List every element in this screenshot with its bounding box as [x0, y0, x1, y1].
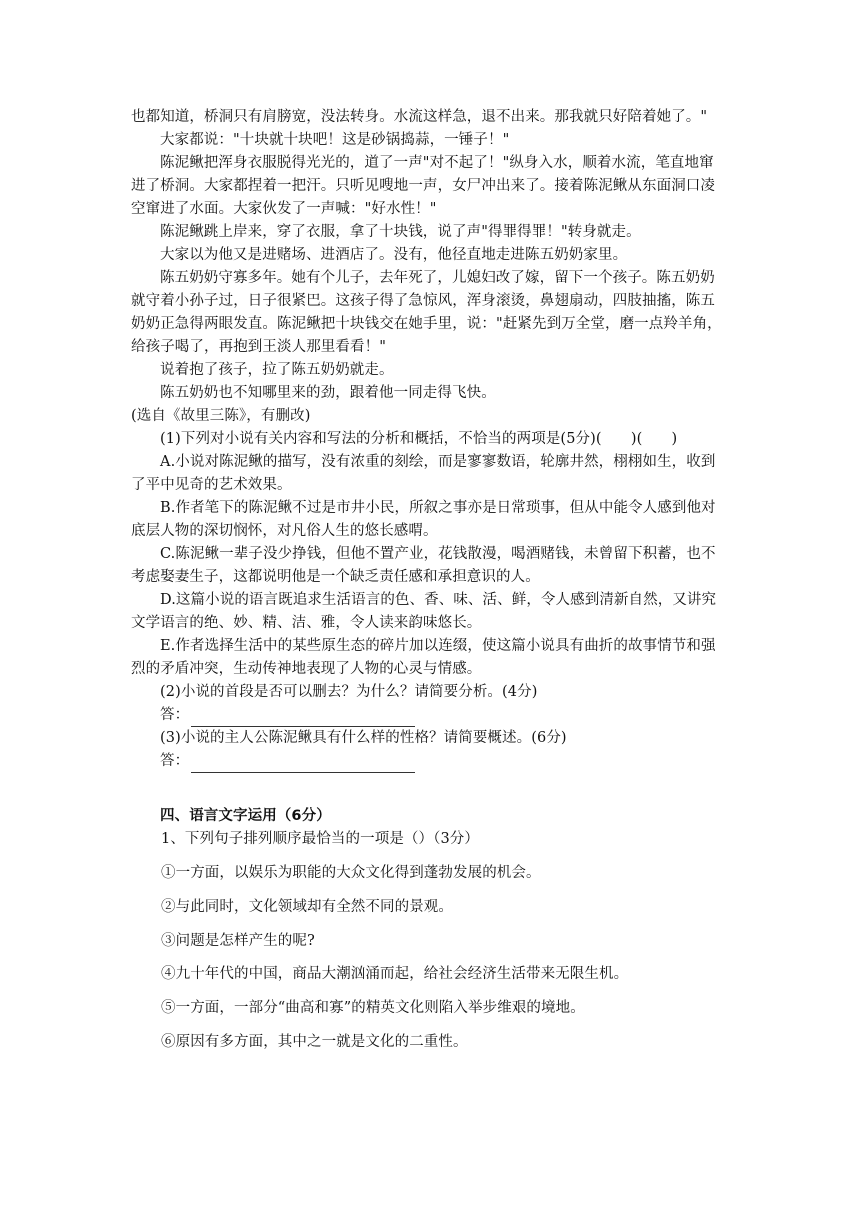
option-e: E.作者选择生活中的某些原生态的碎片加以连缀，使这篇小说具有曲折的故事情节和强: [160, 638, 716, 654]
story-line: 空窜进了水面。大家伙发了一声喊："好水性！": [131, 201, 437, 217]
section-title: 四、语言文字运用（6分）: [160, 808, 331, 824]
story-line: 大家以为他又是进赌场、进酒店了。没有，他径直地走进陈五奶奶家里。: [160, 247, 628, 263]
story-line: 也都知道，桥洞只有肩膀宽，没法转身。水流这样急，退不出来。那我就只好陪着她了。": [131, 109, 708, 125]
story-line: 奶奶正急得两眼发直。陈泥鳅把十块钱交在她手里，说："赶紧先到万全堂，磨一点羚羊角，: [131, 316, 722, 332]
sentence-4: ④九十年代的中国，商品大潮汹涌而起，给社会经济生活带来无限生机。: [161, 966, 629, 982]
story-line: 陈泥鳅把浑身衣服脱得光光的，道了一声"对不起了！"纵身入水，顺着水流，笔直地窜: [160, 155, 714, 171]
answer-line-2[interactable]: [160, 704, 760, 727]
answer-blank[interactable]: [191, 712, 415, 727]
option-a-cont: 了平中见奇的艺术效果。: [131, 477, 292, 493]
story-line: 就守着小孙子过，日子很紧巴。这孩子得了急惊风，浑身滚烫，鼻翅扇动，四肢抽搐，陈五: [131, 293, 715, 309]
answer-blank[interactable]: [191, 758, 415, 773]
option-b: B.作者笔下的陈泥鳅不过是市井小民，所叙之事亦是日常琐事，但从中能令人感到他对: [160, 500, 716, 516]
option-a: A.小说对陈泥鳅的描写，没有浓重的刻绘，而是寥寥数语，轮廓井然，栩栩如生，收到: [160, 454, 716, 470]
story-line: 进了桥洞。大家都捏着一把汗。只听见嗖地一声，女尸冲出来了。接着陈泥鳅从东面洞口凌: [131, 178, 715, 194]
option-c: C.陈泥鳅一辈子没少挣钱，但他不置产业，花钱散漫，喝酒赌钱，未曾留下积蓄，也不: [160, 546, 716, 562]
story-line: 给孩子喝了，再抱到王淡人那里看看！": [131, 339, 386, 355]
answer-label: 答：: [160, 753, 190, 769]
story-line: 陈五奶奶守寡多年。她有个儿子，去年死了，儿媳妇改了嫁，留下一个孩子。陈五奶奶: [160, 270, 715, 286]
option-e-cont: 烈的矛盾冲突，生动传神地表现了人物的心灵与情感。: [131, 661, 482, 677]
sentence-5: ⑤一方面，一部分“曲高和寡”的精英文化则陷入举步维艰的境地。: [161, 1000, 585, 1016]
story-line: 大家都说："十块就十块吧！这是砂锅捣蒜，一锤子！": [160, 132, 510, 148]
question-1-stem: (1)下列对小说有关内容和写法的分析和概括，不恰当的两项是(5分)( )( ): [160, 431, 678, 447]
story-line: 陈五奶奶也不知哪里来的劲，跟着他一同走得飞快。: [160, 385, 496, 401]
option-d: D.这篇小说的语言既追求生活语言的色、香、味、活、鲜，令人感到清新自然，又讲究: [160, 592, 717, 608]
sentence-3: ③问题是怎样产生的呢?: [161, 933, 315, 949]
question-3-stem: (3)小说的主人公陈泥鳅具有什么样的性格？请简要概述。(6分): [160, 730, 567, 746]
source-note: (选自《故里三陈》，有删改): [131, 408, 311, 424]
story-line: 说着抱了孩子，拉了陈五奶奶就走。: [160, 362, 394, 378]
answer-line-3[interactable]: [160, 750, 760, 773]
option-b-cont: 底层人物的深切悯怀，对凡俗人生的悠长感喟。: [131, 523, 438, 539]
answer-label: 答：: [160, 707, 190, 723]
option-c-cont: 考虑娶妻生子，这都说明他是一个缺乏责任感和承担意识的人。: [131, 569, 540, 585]
section-question: 1、下列句子排列顺序最恰当的一项是（）（3分）: [161, 831, 479, 847]
sentence-1: ①一方面，以娱乐为职能的大众文化得到蓬勃发展的机会。: [161, 865, 541, 881]
sentence-6: ⑥原因有多方面，其中之一就是文化的二重性。: [161, 1034, 468, 1050]
sentence-2: ②与此同时，文化领域却有全然不同的景观。: [161, 899, 453, 915]
question-2-stem: (2)小说的首段是否可以删去？为什么？请简要分析。(4分): [160, 684, 538, 700]
option-d-cont: 文学语言的绝、妙、精、洁、雅，令人读来韵味悠长。: [131, 615, 482, 631]
story-line: 陈泥鳅跳上岸来，穿了衣服，拿了十块钱，说了声"得罪得罪！"转身就走。: [160, 224, 641, 240]
